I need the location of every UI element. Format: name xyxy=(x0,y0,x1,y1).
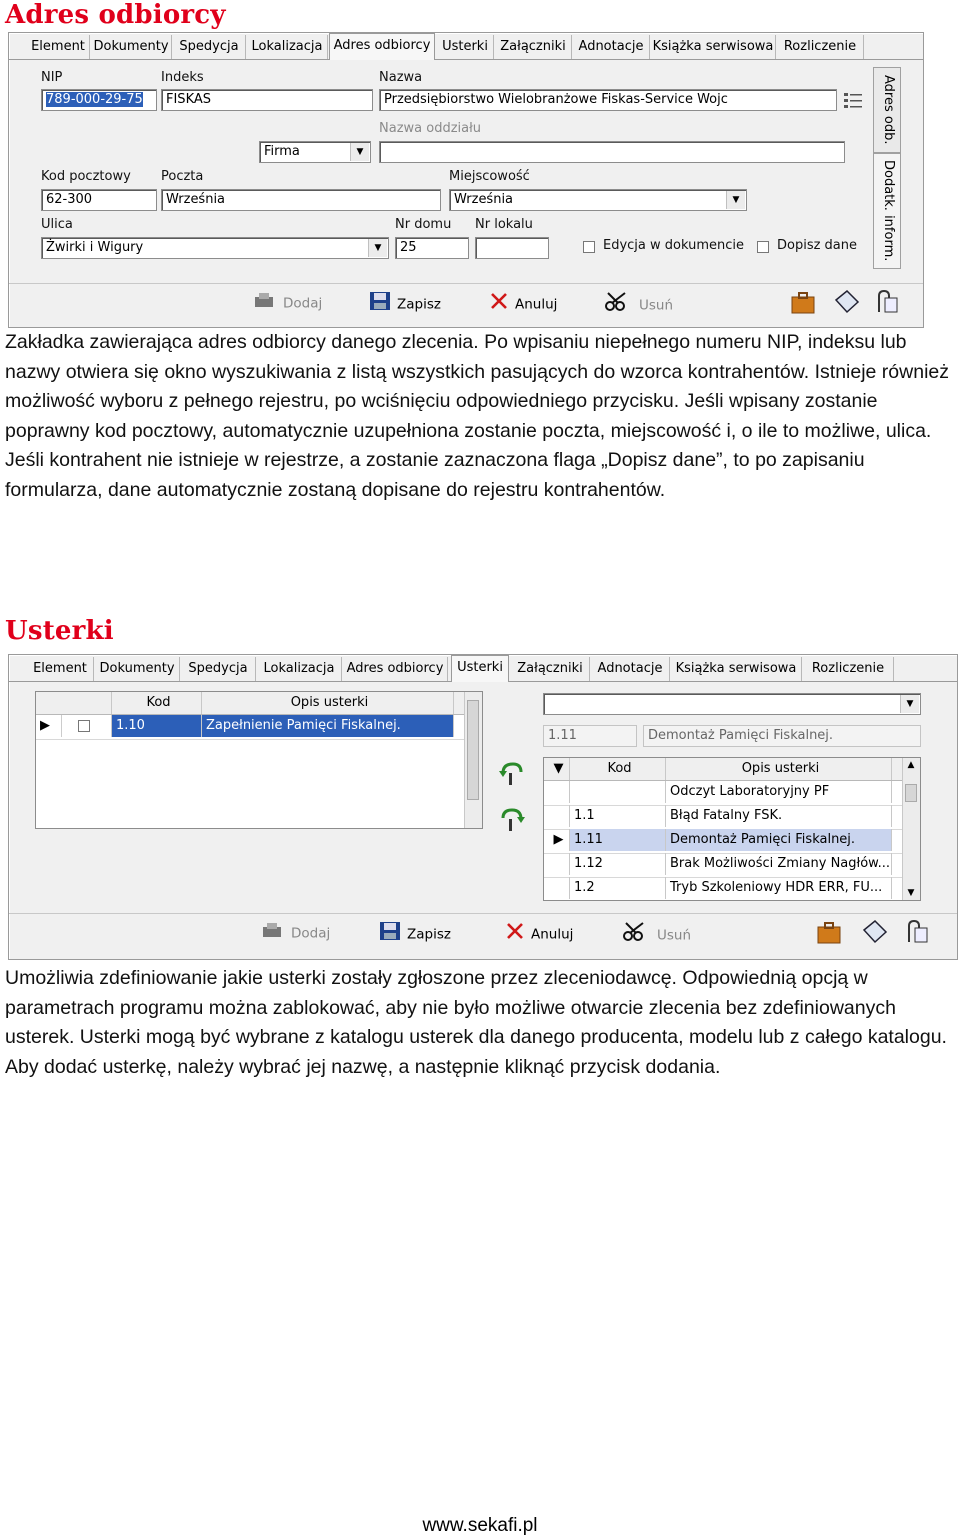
ulica-value: Żwirki i Wigury xyxy=(46,240,144,255)
tab-element[interactable]: Element xyxy=(27,657,94,681)
zapisz-button[interactable] xyxy=(369,291,441,313)
table-row[interactable] xyxy=(544,877,920,901)
chevron-down-icon[interactable]: ▼ xyxy=(726,191,745,209)
nazwa-label: Nazwa xyxy=(379,70,423,85)
tab-zalaczniki[interactable]: Załączniki xyxy=(495,35,572,59)
section-heading-adres-odbiorcy: Adres odbiorcy xyxy=(5,0,226,30)
usun-label: Usuń xyxy=(657,927,692,944)
cell-kod: 1.1 xyxy=(570,805,666,827)
usterki-dialog xyxy=(8,654,958,960)
side-tab-dodatk-inform[interactable]: Dodatk. inform. xyxy=(873,153,901,269)
tab-element[interactable]: Element xyxy=(27,35,90,59)
anuluj-button[interactable] xyxy=(505,921,573,943)
cancel-icon xyxy=(489,291,509,318)
fault-catalog-grid xyxy=(543,757,921,901)
tab-adnotacje[interactable]: Adnotacje xyxy=(573,35,650,59)
paperclip-icon[interactable] xyxy=(901,918,931,946)
save-icon xyxy=(369,291,391,318)
edycja-checkbox[interactable] xyxy=(583,241,595,253)
tab-ksiazka-serwisowa[interactable]: Książka serwisowa xyxy=(671,657,802,681)
tab-bar xyxy=(9,33,923,60)
scissors-icon xyxy=(603,291,633,320)
add-fault-icon[interactable] xyxy=(497,805,527,835)
fault-description-input[interactable]: Demontaż Pamięci Fiskalnej. xyxy=(643,725,921,747)
usun-label: Usuń xyxy=(639,297,674,314)
usun-button[interactable] xyxy=(603,291,673,313)
grid-header xyxy=(36,692,482,715)
scissors-icon xyxy=(621,921,651,950)
typ-select-value: Firma xyxy=(264,144,300,159)
cell-kod: 1.11 xyxy=(570,829,666,851)
briefcase-icon[interactable] xyxy=(789,288,819,316)
table-row[interactable] xyxy=(36,715,482,740)
footer-url[interactable]: www.sekafi.pl xyxy=(422,1515,538,1536)
row-pointer-icon: ▶ xyxy=(544,829,570,851)
tab-zalaczniki[interactable]: Załączniki xyxy=(511,657,590,681)
tab-spedycja[interactable]: Spedycja xyxy=(173,35,246,59)
tab-usterki[interactable]: Usterki xyxy=(437,35,494,59)
nip-value: 789-000-29-75 xyxy=(46,92,143,107)
tab-rozliczenie[interactable]: Rozliczenie xyxy=(777,35,864,59)
poczta-input[interactable]: Września xyxy=(161,189,441,211)
dodaj-label: Dodaj xyxy=(283,295,323,312)
indeks-input[interactable]: FISKAS xyxy=(161,89,373,111)
scroll-down-icon[interactable]: ▼ xyxy=(907,888,915,898)
row-marker xyxy=(544,853,570,875)
cell-opis: Błąd Fatalny FSK. xyxy=(666,805,892,827)
row-pointer-icon: ▶ xyxy=(36,715,62,737)
row-checkbox[interactable] xyxy=(78,720,90,732)
row-marker xyxy=(544,805,570,827)
edycja-label: Edycja w dokumencie xyxy=(603,238,745,253)
tab-bar xyxy=(9,655,957,682)
usun-button[interactable] xyxy=(621,921,691,943)
remove-fault-icon[interactable] xyxy=(497,759,527,789)
cell-kod xyxy=(570,781,666,803)
tab-rozliczenie[interactable]: Rozliczenie xyxy=(803,657,894,681)
tab-usterki[interactable]: Usterki xyxy=(451,655,509,682)
nr-lokalu-input[interactable] xyxy=(475,237,549,259)
tab-lokalizacja[interactable]: Lokalizacja xyxy=(247,35,328,59)
header-opis[interactable]: Opis usterki xyxy=(202,692,454,714)
miejscowosc-label: Miejscowość xyxy=(449,169,530,184)
tab-dokumenty[interactable]: Dokumenty xyxy=(91,35,172,59)
register-list-icon[interactable] xyxy=(843,91,865,111)
cell-kod: 1.2 xyxy=(570,877,666,899)
add-icon xyxy=(261,921,285,946)
scroll-thumb[interactable] xyxy=(905,784,917,802)
tab-dokumenty[interactable]: Dokumenty xyxy=(95,657,180,681)
header-opis[interactable]: Opis usterki xyxy=(666,758,892,780)
usterki-description: Umożliwia zdefiniowanie jakie usterki zostały zgłoszone przez zleceniodawcę. Odpowiednią opcją w parametrach programu można zablokować, aby nie było możliwe otwarcie zlecenia bez zdefiniowanych usterek. Usterki mogą być wybrane z katalogu usterek dla danego producenta, modelu lub z całego katalogu. Aby dodać usterkę, należy wybrać jej nazwę, a następnie kliknąć przycisk dodania. xyxy=(5,967,947,1078)
cell-opis: Brak Możliwości Zmiany Nagłów... xyxy=(666,853,892,875)
scroll-up-icon[interactable]: ▲ xyxy=(907,760,915,770)
miejscowosc-value: Września xyxy=(454,192,514,207)
cell-opis: Zapełnienie Pamięci Fiskalnej. xyxy=(202,715,454,737)
tab-adres-odbiorcy[interactable]: Adres odbiorcy xyxy=(329,33,435,60)
cell-opis: Demontaż Pamięci Fiskalnej. xyxy=(666,829,892,851)
table-row[interactable] xyxy=(544,781,920,806)
document-icon[interactable] xyxy=(831,288,861,316)
nr-domu-label: Nr domu xyxy=(395,217,452,232)
zapisz-button[interactable] xyxy=(379,921,451,943)
ulica-select[interactable] xyxy=(41,237,389,259)
row-marker xyxy=(544,781,570,803)
vertical-scrollbar[interactable] xyxy=(464,692,482,828)
adres-odbiorcy-description: Zakładka zawierająca adres odbiorcy danego zlecenia. Po wpisaniu niepełnego numeru NIP, indeksu lub nazwy otwiera się okno wyszukiwania z listą wszystkich pasujących do wzorca kontrahentów. Istnieje również możliwość wyboru z pełnego rejestru, po wciśnięciu odpowiedniego przycisku. Jeśli wpisany zostanie poprawny kod pocztowy, automatycznie uzupełniona zostanie poczta, miejscowość i, o ile to możliwe, ulica. Jeśli kontrahent nie istnieje w rejestrze, a zostanie zaznaczona flaga „Dopisz dane”, to po zapisaniu formularza, dane automatycznie zostaną dopisane do rejestru kontrahentów. xyxy=(5,331,949,501)
dopisz-dane-label: Dopisz dane xyxy=(777,238,858,253)
dodaj-button[interactable] xyxy=(253,291,322,313)
sort-icon[interactable]: ▼ xyxy=(544,758,570,780)
grid-header xyxy=(544,758,920,781)
briefcase-icon[interactable] xyxy=(815,918,845,946)
side-tab-adres-odb[interactable]: Adres odb. xyxy=(873,67,901,153)
poczta-label: Poczta xyxy=(161,169,204,184)
cell-kod: 1.10 xyxy=(112,715,202,737)
scroll-thumb[interactable] xyxy=(467,700,479,800)
ulica-label: Ulica xyxy=(41,217,73,232)
chevron-down-icon[interactable]: ▼ xyxy=(368,239,387,257)
dodaj-label: Dodaj xyxy=(291,925,331,942)
table-row[interactable] xyxy=(544,829,920,854)
tab-ksiazka-serwisowa[interactable]: Książka serwisowa xyxy=(651,35,776,59)
tab-adres-odbiorcy[interactable]: Adres odbiorcy xyxy=(343,657,448,681)
dodaj-button[interactable] xyxy=(261,921,330,943)
table-row[interactable] xyxy=(544,853,920,878)
cancel-icon xyxy=(505,921,525,948)
dopisz-dane-checkbox[interactable] xyxy=(757,241,769,253)
nr-lokalu-label: Nr lokalu xyxy=(475,217,533,232)
tab-spedycja[interactable]: Spedycja xyxy=(181,657,256,681)
zapisz-label: Zapisz xyxy=(407,926,451,943)
section-heading-usterki: Usterki xyxy=(5,616,114,646)
nip-label: NIP xyxy=(41,70,63,85)
cell-opis: Odczyt Laboratoryjny PF xyxy=(666,781,892,803)
kod-pocztowy-label: Kod pocztowy xyxy=(41,169,131,184)
anuluj-label: Anuluj xyxy=(515,296,558,313)
table-row[interactable] xyxy=(544,805,920,830)
zapisz-label: Zapisz xyxy=(397,296,441,313)
selected-faults-grid xyxy=(35,691,483,829)
chevron-down-icon[interactable]: ▼ xyxy=(900,695,919,713)
adres-odbiorcy-dialog xyxy=(8,32,924,328)
chevron-down-icon[interactable]: ▼ xyxy=(350,143,369,161)
indeks-label: Indeks xyxy=(161,70,204,85)
nazwa-oddzialu-label: Nazwa oddziału xyxy=(379,121,482,136)
nazwa-oddzialu-input[interactable] xyxy=(379,141,845,163)
kod-pocztowy-input[interactable]: 62-300 xyxy=(41,189,157,211)
nazwa-input[interactable]: Przedsiębiorstwo Wielobranżowe Fiskas-Service Wojc xyxy=(379,89,837,111)
toolbar xyxy=(9,283,923,320)
fault-code-input[interactable]: 1.11 xyxy=(543,725,637,747)
anuluj-label: Anuluj xyxy=(531,926,574,943)
add-icon xyxy=(253,291,277,316)
row-marker xyxy=(544,877,570,899)
cell-opis: Tryb Szkoleniowy HDR ERR, FU... xyxy=(666,877,892,899)
tab-adnotacje[interactable]: Adnotacje xyxy=(591,657,670,681)
nip-input[interactable] xyxy=(41,89,157,111)
header-kod[interactable]: Kod xyxy=(570,758,666,780)
toolbar xyxy=(9,913,957,950)
paperclip-icon[interactable] xyxy=(871,288,901,316)
document-icon[interactable] xyxy=(859,918,889,946)
catalog-select[interactable] xyxy=(543,693,921,715)
tab-lokalizacja[interactable]: Lokalizacja xyxy=(257,657,342,681)
header-kod[interactable]: Kod xyxy=(112,692,202,714)
vertical-scrollbar[interactable] xyxy=(902,758,920,900)
cell-kod: 1.12 xyxy=(570,853,666,875)
miejscowosc-select[interactable] xyxy=(449,189,747,211)
save-icon xyxy=(379,921,401,948)
anuluj-button[interactable] xyxy=(489,291,557,313)
header-spacer xyxy=(36,692,112,714)
nr-domu-input[interactable]: 25 xyxy=(395,237,469,259)
row-checkbox-cell[interactable] xyxy=(62,715,112,737)
typ-select[interactable] xyxy=(259,141,371,163)
